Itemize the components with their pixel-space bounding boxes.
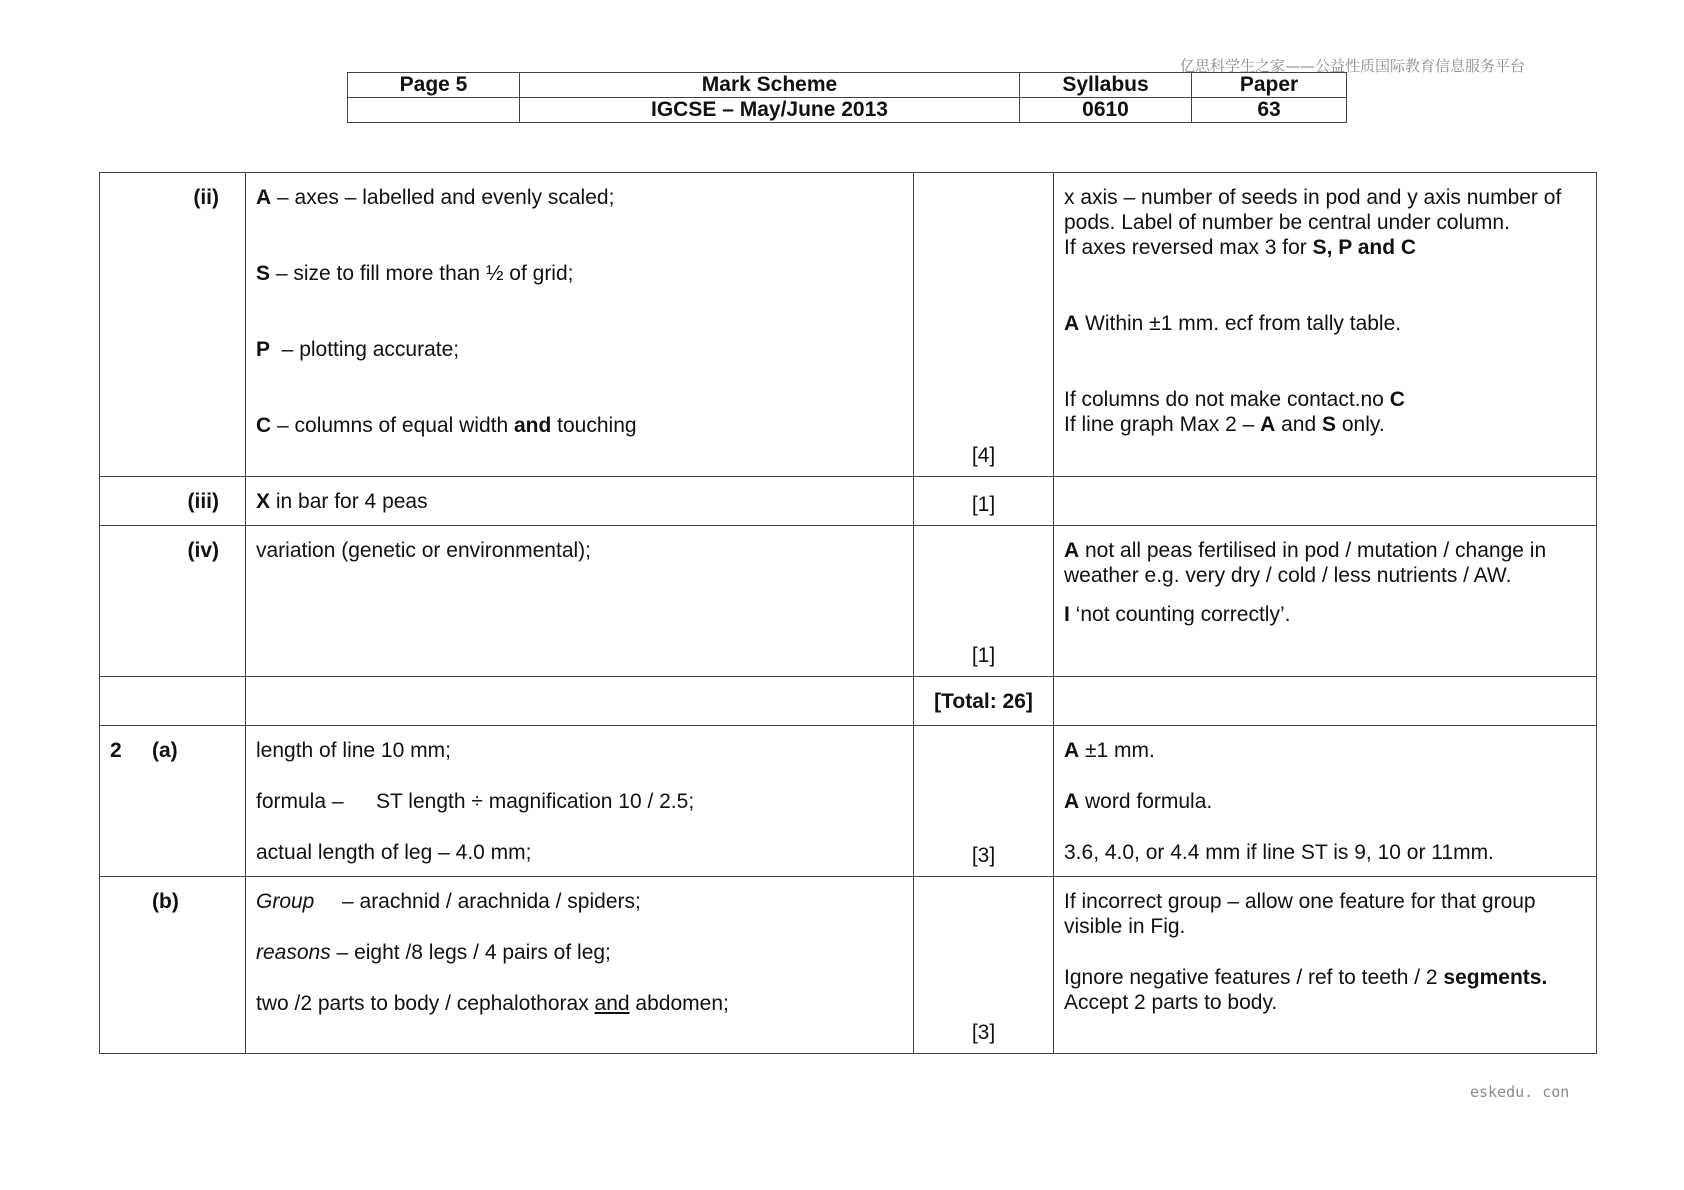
guidance-line: If columns do not make contact.no C	[1064, 388, 1405, 411]
guidance-line: Ignore negative features / ref to teeth / 2 segments.	[1064, 966, 1548, 989]
guidance-cell	[1054, 877, 1597, 1054]
answer-cell	[246, 173, 914, 477]
table-row-total	[100, 677, 1597, 726]
answer-cell	[246, 726, 914, 877]
mark-cell: [3]	[914, 726, 1054, 877]
answer-line: length of line 10 mm;	[256, 739, 451, 762]
empty-cell	[246, 677, 914, 726]
answer-line: actual length of leg – 4.0 mm;	[256, 841, 532, 864]
answer-line-a: A – axes – labelled and evenly scaled;	[256, 186, 615, 209]
answer-line: formula – ST length ÷ magnification 10 / 2.5;	[256, 790, 695, 813]
table-row-iii	[100, 477, 1597, 526]
mark-cell: [4]	[914, 173, 1054, 477]
header-paper-label: Paper	[1192, 73, 1347, 98]
header-table	[347, 72, 1347, 123]
guidance-line: x axis – number of seeds in pod and y axis number of pods. Label of number be central under column.	[1064, 186, 1562, 234]
mark-scheme-table	[99, 172, 1597, 1054]
guidance-line: Accept 2 parts to body.	[1064, 991, 1278, 1014]
empty-cell	[1054, 677, 1597, 726]
guidance-line: 3.6, 4.0, or 4.4 mm if line ST is 9, 10 or 11mm.	[1064, 841, 1494, 864]
guidance-line: A ±1 mm.	[1064, 739, 1155, 762]
guidance-line: If axes reversed max 3 for S, P and C	[1064, 236, 1417, 259]
header-paper: 63	[1192, 98, 1347, 123]
table-row-ii	[100, 173, 1597, 477]
guidance-line: If line graph Max 2 – A and S only.	[1064, 413, 1385, 436]
header-syllabus-label: Syllabus	[1020, 73, 1192, 98]
question-label: 2 (a)	[100, 726, 246, 877]
answer-line-s: S – size to fill more than ½ of grid;	[256, 262, 574, 285]
guidance-line: A not all peas fertilised in pod / mutation / change in weather e.g. very dry / cold / less nutrients / AW.	[1064, 539, 1547, 587]
answer-cell: variation (genetic or environmental);	[246, 526, 914, 677]
question-label: (b)	[100, 877, 246, 1054]
answer-line: two /2 parts to body / cephalothorax and abdomen;	[256, 992, 729, 1015]
mark-cell: [3]	[914, 877, 1054, 1054]
watermark-top: 亿思科学生之家——公益性质国际教育信息服务平台	[1180, 57, 1526, 75]
header-syllabus: 0610	[1020, 98, 1192, 123]
total-mark: [Total: 26]	[914, 677, 1054, 726]
mark-cell: [1]	[914, 477, 1054, 526]
guidance-cell	[1054, 173, 1597, 477]
guidance-cell	[1054, 526, 1597, 677]
guidance-line: A word formula.	[1064, 790, 1213, 813]
guidance-cell	[1054, 726, 1597, 877]
empty-cell	[100, 677, 246, 726]
question-label: (iii)	[100, 477, 246, 526]
answer-line: Group – arachnid / arachnida / spiders;	[256, 890, 641, 913]
header-page: Page 5	[348, 73, 520, 98]
guidance-line: A Within ±1 mm. ecf from tally table.	[1064, 312, 1402, 335]
question-label: (ii)	[100, 173, 246, 477]
header-empty	[348, 98, 520, 123]
table-row-2a	[100, 726, 1597, 877]
table-row-2b	[100, 877, 1597, 1054]
question-label: (iv)	[100, 526, 246, 677]
answer-line-p: P – plotting accurate;	[256, 338, 460, 361]
answer-cell	[246, 877, 914, 1054]
answer-cell: X in bar for 4 peas	[246, 477, 914, 526]
table-row-iv	[100, 526, 1597, 677]
watermark-bottom: eskedu. con	[1470, 1083, 1570, 1101]
guidance-cell	[1054, 477, 1597, 526]
answer-line-c: C – columns of equal width and touching	[256, 414, 637, 437]
header-exam: IGCSE – May/June 2013	[520, 98, 1020, 123]
guidance-line: I ‘not counting correctly’.	[1064, 603, 1291, 626]
answer-line: reasons – eight /8 legs / 4 pairs of leg;	[256, 941, 611, 964]
mark-cell: [1]	[914, 526, 1054, 677]
guidance-line: If incorrect group – allow one feature for that group visible in Fig.	[1064, 890, 1536, 938]
header-mark-scheme: Mark Scheme	[520, 73, 1020, 98]
